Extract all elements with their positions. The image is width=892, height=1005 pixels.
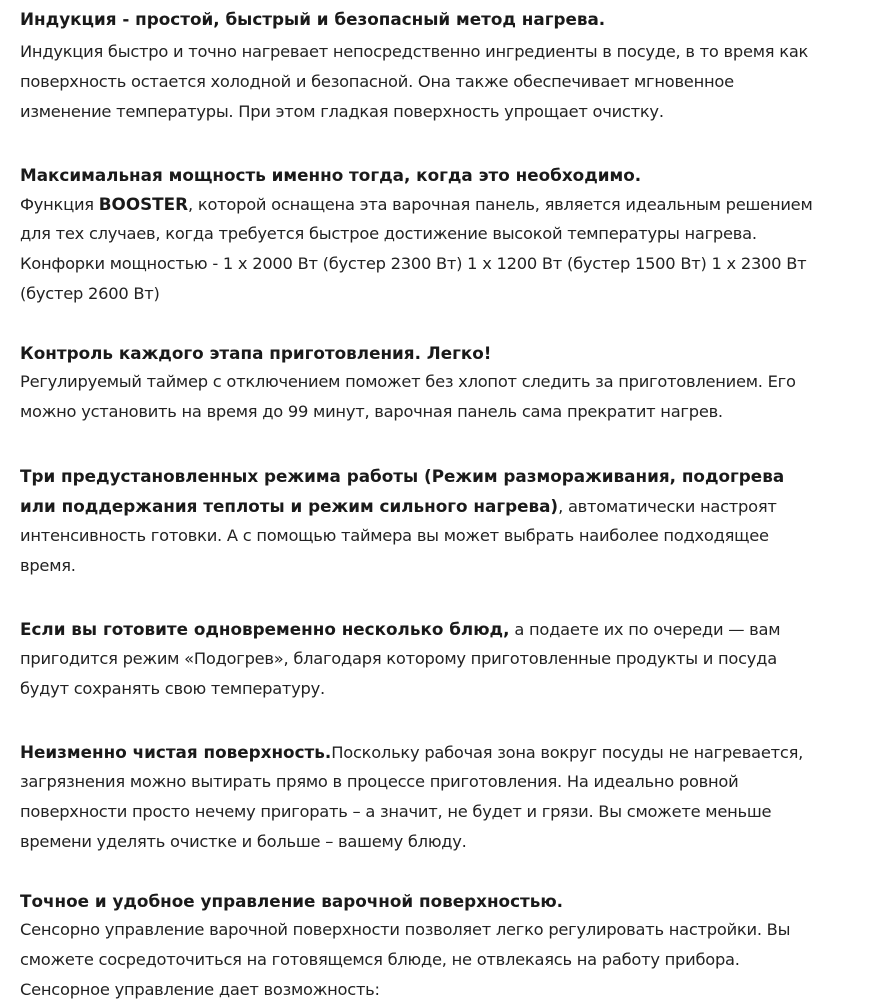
paragraph-line: для тех случаев, когда требуется быстрое достижение высокой температуры нагрева. [20,224,757,243]
paragraph-line: Регулируемый таймер с отключением поможет без хлопот следить за приготовлением. Его [20,372,796,391]
paragraph-tail: , автоматически настроят [558,497,777,516]
paragraph-line: сможете сосредоточиться на готовящемся блюде, не отвлекаясь на работу прибора. [20,950,740,969]
paragraph-line [20,614,780,644]
paragraph-line: время. [20,556,76,575]
paragraph-tail: Поскольку рабочая зона вокруг посуды не нагревается, [331,743,804,762]
paragraph-line: (бустер 2600 Вт) [20,284,160,303]
paragraph-line: пригодится режим «Подогрев», благодаря которому приготовленные продукты и посуда [20,649,777,668]
paragraph-line: поверхности просто нечему пригорать – а значит, не будет и грязи. Вы сможете меньше [20,802,772,821]
paragraph-line [20,189,812,219]
bold-lead: Если вы готовите одновременно несколько блюд, [20,619,510,639]
paragraph-tail: а подаете их по очереди — вам [509,620,781,639]
paragraph-line: будут сохранять свою температуру. [20,679,325,698]
booster-prefix: Функция [20,195,99,214]
bold-lead: Неизменно чистая поверхность. [20,742,332,762]
paragraph-line: Конфорки мощностью - 1 х 2000 Вт (бустер 2300 Вт) 1 х 1200 Вт (бустер 1500 Вт) 1 х 2300 Вт [20,254,807,273]
paragraph-line: можно установить на время до 99 минут, варочная панель сама прекратит нагрев. [20,402,723,421]
paragraph-line: поверхность остается холодной и безопасной. Она также обеспечивает мгновенное [20,72,734,91]
section-heading: Контроль каждого этапа приготовления. Легко! [20,343,492,363]
paragraph-line: изменение температуры. При этом гладкая поверхность упрощает очистку. [20,102,664,121]
bold-lead: или поддержания теплоты и режим сильного нагрева) [20,496,559,516]
paragraph-line: Сенсорное управление дает возможность: [20,980,380,999]
paragraph-line: загрязнения можно вытирать прямо в процессе приготовления. На идеально ровной [20,772,739,791]
section-heading: Максимальная мощность именно тогда, когда это необходимо. [20,165,642,185]
paragraph-line: Сенсорно управление варочной поверхности позволяет легко регулировать настройки. Вы [20,920,791,939]
section-heading: Точное и удобное управление варочной поверхностью. [20,891,564,911]
paragraph-line [20,491,777,521]
paragraph-line: Индукция быстро и точно нагревает непосредственно ингредиенты в посуде, в то время как [20,42,809,61]
paragraph-line: интенсивность готовки. А с помощью таймера вы может выбрать наиболее подходящее [20,526,769,545]
paragraph-line: времени уделять очистке и больше – вашему блюду. [20,832,467,851]
booster-keyword: BOOSTER [98,194,189,214]
paragraph-line [20,737,803,767]
section-heading: Три предустановленных режима работы (Режим размораживания, подогрева [20,466,785,486]
section-heading: Индукция - простой, быстрый и безопасный метод нагрева. [20,9,606,29]
booster-suffix: , которой оснащена эта варочная панель, является идеальным решением [188,195,813,214]
